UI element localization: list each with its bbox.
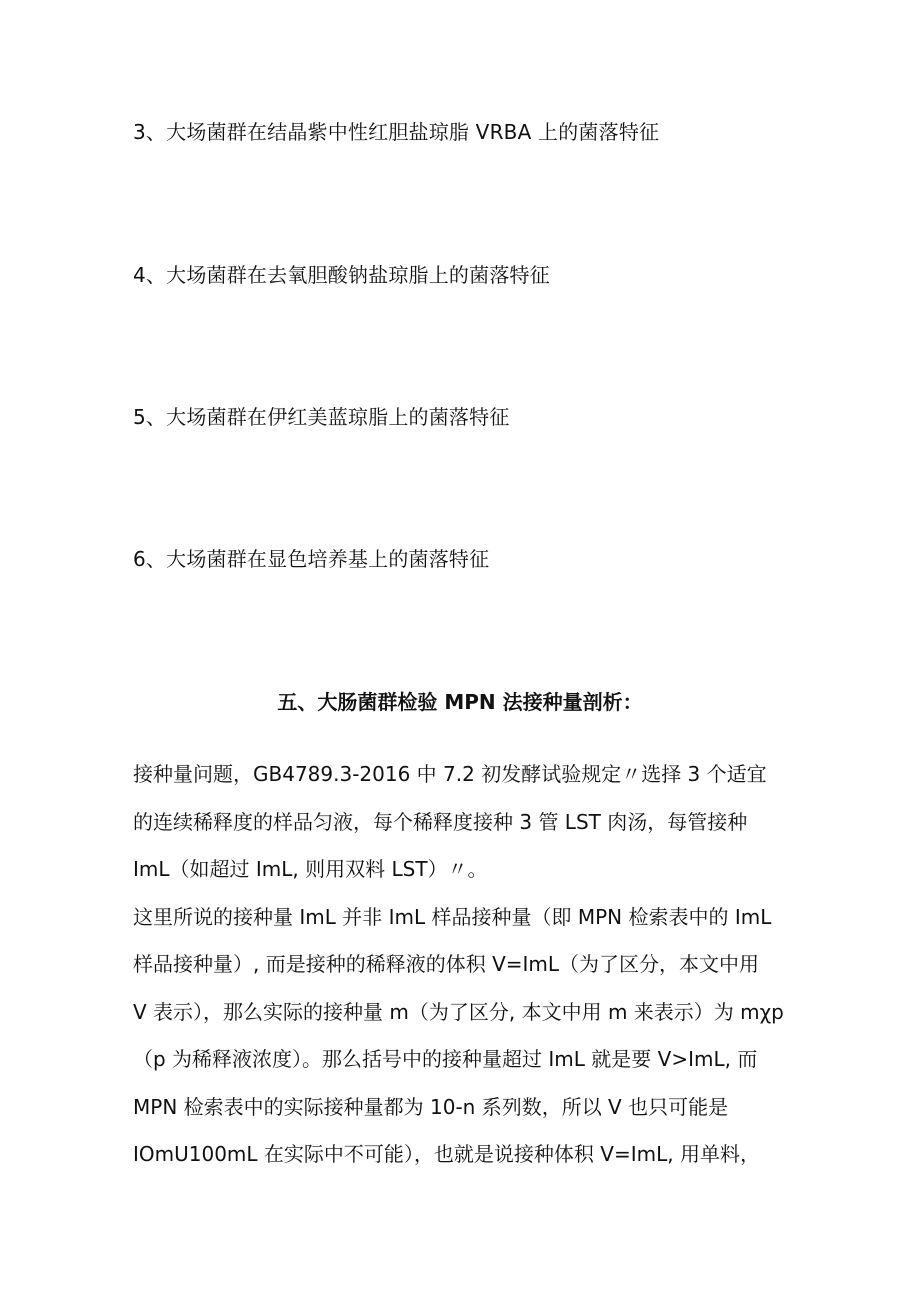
section-title: 五、大肠菌群检验 MPN 法接种量剖析： — [277, 690, 643, 714]
paragraph-line: IOmU100mL 在实际中不可能），也就是说接种体积 V=ImL, 用单料， — [133, 1142, 760, 1166]
paragraph-line: 这里所说的接种量 ImL 并非 ImL 样品接种量（即 MPN 检索表中的 ImL — [133, 905, 772, 929]
heading-3: 3、大场菌群在结晶紫中性红胆盐琼脂 VRBA 上的菌落特征 — [133, 120, 660, 144]
heading-6: 6、大场菌群在显色培养基上的菌落特征 — [133, 547, 490, 571]
paragraph-line: （p 为稀释液浓度）。那么括号中的接种量超过 ImL 就是要 V>ImL, 而 — [133, 1047, 758, 1071]
paragraph-line: 接种量问题，GB4789.3-2016 中 7.2 初发酵试验规定〃选择 3 个适宜 — [133, 762, 767, 786]
heading-5: 5、大场菌群在伊红美蓝琼脂上的菌落特征 — [133, 405, 510, 429]
heading-4: 4、大场菌群在去氧胆酸钠盐琼脂上的菌落特征 — [133, 263, 550, 287]
paragraph-line: V 表示），那么实际的接种量 m（为了区分, 本文中用 m 来表示）为 mχp — [133, 1000, 784, 1024]
paragraph-line: 样品接种量）, 而是接种的稀释液的体积 V=ImL（为了区分，本文中用 — [133, 952, 760, 976]
paragraph-line: MPN 检索表中的实际接种量都为 10-n 系列数，所以 V 也只可能是 — [133, 1095, 729, 1119]
paragraph-line: ImL（如超过 ImL, 则用双料 LST）〃。 — [133, 857, 488, 881]
paragraph-line: 的连续稀释度的样品匀液，每个稀释度接种 3 管 LST 肉汤，每管接种 — [133, 810, 748, 834]
